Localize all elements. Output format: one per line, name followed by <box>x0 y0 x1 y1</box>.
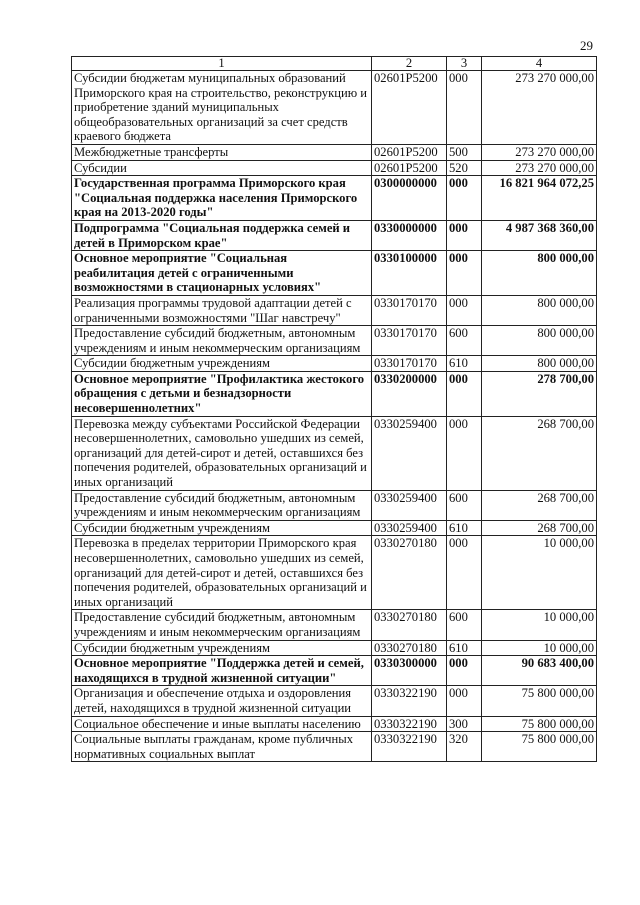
table-row <box>72 371 597 416</box>
row-code: 0300000000 <box>372 176 447 221</box>
table-body <box>72 71 597 762</box>
row-name: Предоставление субсидий бюджетным, автономным учреждениям и иным некоммерческим организациям <box>72 610 372 640</box>
table-row <box>72 71 597 145</box>
row-name: Субсидии <box>72 160 372 176</box>
row-amount: 10 000,00 <box>482 610 597 640</box>
row-amount: 273 270 000,00 <box>482 160 597 176</box>
row-name: Подпрограмма "Социальная поддержка семей и детей в Приморском крае" <box>72 220 372 250</box>
row-code: 02601P5200 <box>372 144 447 160</box>
row-amount: 268 700,00 <box>482 490 597 520</box>
table-row <box>72 356 597 372</box>
row-code: 0330270180 <box>372 610 447 640</box>
row-expense-type: 000 <box>447 176 482 221</box>
row-expense-type: 500 <box>447 144 482 160</box>
row-code: 0330259400 <box>372 520 447 536</box>
row-amount: 800 000,00 <box>482 251 597 296</box>
row-code: 0330000000 <box>372 220 447 250</box>
header-col-amount: 4 <box>482 57 597 71</box>
table-row <box>72 416 597 490</box>
row-expense-type: 610 <box>447 520 482 536</box>
row-name: Основное мероприятие "Поддержка детей и семей, находящихся в трудной жизненной ситуации" <box>72 656 372 686</box>
row-code: 0330322190 <box>372 716 447 732</box>
row-name: Субсидии бюджетным учреждениям <box>72 520 372 536</box>
row-expense-type: 000 <box>447 416 482 490</box>
row-code: 0330270180 <box>372 536 447 610</box>
row-code: 0330170170 <box>372 356 447 372</box>
row-name: Социальное обеспечение и иные выплаты населению <box>72 716 372 732</box>
row-name: Субсидии бюджетным учреждениям <box>72 356 372 372</box>
row-amount: 75 800 000,00 <box>482 716 597 732</box>
table-row <box>72 732 597 762</box>
row-name: Межбюджетные трансферты <box>72 144 372 160</box>
row-code: 02601P5200 <box>372 160 447 176</box>
header-col-type: 3 <box>447 57 482 71</box>
row-code: 0330170170 <box>372 295 447 325</box>
row-expense-type: 520 <box>447 160 482 176</box>
row-amount: 75 800 000,00 <box>482 686 597 716</box>
row-code: 0330322190 <box>372 732 447 762</box>
row-amount: 273 270 000,00 <box>482 144 597 160</box>
row-code: 02601P5200 <box>372 71 447 145</box>
page-number: 29 <box>580 38 593 53</box>
row-name: Субсидии бюджетным учреждениям <box>72 640 372 656</box>
row-amount: 268 700,00 <box>482 520 597 536</box>
table-row <box>72 160 597 176</box>
row-name: Реализация программы трудовой адаптации детей с ограниченными возможностями "Шаг навстречу" <box>72 295 372 325</box>
row-name: Государственная программа Приморского края "Социальная поддержка населения Приморского края на 2013-2020 годы" <box>72 176 372 221</box>
table-row <box>72 220 597 250</box>
row-amount: 16 821 964 072,25 <box>482 176 597 221</box>
table-row <box>72 640 597 656</box>
row-expense-type: 610 <box>447 356 482 372</box>
header-row <box>72 57 597 71</box>
table-row <box>72 490 597 520</box>
row-expense-type: 320 <box>447 732 482 762</box>
row-amount: 10 000,00 <box>482 536 597 610</box>
row-expense-type: 600 <box>447 610 482 640</box>
row-name: Основное мероприятие "Профилактика жестокого обращения с детьми и безнадзорности несовершеннолетних" <box>72 371 372 416</box>
row-expense-type: 000 <box>447 371 482 416</box>
row-amount: 273 270 000,00 <box>482 71 597 145</box>
row-amount: 90 683 400,00 <box>482 656 597 686</box>
row-name: Организация и обеспечение отдыха и оздоровления детей, находящихся в трудной жизненной ситуации <box>72 686 372 716</box>
row-code: 0330259400 <box>372 490 447 520</box>
table-row <box>72 536 597 610</box>
row-amount: 800 000,00 <box>482 356 597 372</box>
table-row <box>72 716 597 732</box>
table-row <box>72 520 597 536</box>
row-expense-type: 000 <box>447 251 482 296</box>
row-expense-type: 600 <box>447 490 482 520</box>
table-row <box>72 295 597 325</box>
table-row <box>72 326 597 356</box>
row-name: Перевозка в пределах территории Приморского края несовершеннолетних, самовольно ушедших из семей, организаций для детей-сирот и детей, оставшихся без попечения родителей, образовательных организаций и иных организаций <box>72 536 372 610</box>
row-amount: 4 987 368 360,00 <box>482 220 597 250</box>
table-row <box>72 144 597 160</box>
row-expense-type: 000 <box>447 536 482 610</box>
table-row <box>72 176 597 221</box>
row-code: 0330300000 <box>372 656 447 686</box>
budget-table <box>71 56 597 762</box>
row-code: 0330100000 <box>372 251 447 296</box>
table-row <box>72 656 597 686</box>
row-code: 0330170170 <box>372 326 447 356</box>
row-name: Предоставление субсидий бюджетным, автономным учреждениям и иным некоммерческим организациям <box>72 490 372 520</box>
row-name: Основное мероприятие "Социальная реабилитация детей с ограниченными возможностями в стационарных условиях" <box>72 251 372 296</box>
row-expense-type: 000 <box>447 686 482 716</box>
row-code: 0330322190 <box>372 686 447 716</box>
row-expense-type: 000 <box>447 656 482 686</box>
row-name: Предоставление субсидий бюджетным, автономным учреждениям и иным некоммерческим организациям <box>72 326 372 356</box>
row-amount: 278 700,00 <box>482 371 597 416</box>
table-row <box>72 686 597 716</box>
header-col-name: 1 <box>72 57 372 71</box>
table-row <box>72 610 597 640</box>
row-amount: 268 700,00 <box>482 416 597 490</box>
row-name: Перевозка между субъектами Российской Федерации несовершеннолетних, самовольно ушедших из семей, организаций для детей-сирот и детей, оставшихся без попечения родителей, образовательных организаций и иных организаций <box>72 416 372 490</box>
row-name: Социальные выплаты гражданам, кроме публичных нормативных социальных выплат <box>72 732 372 762</box>
row-expense-type: 300 <box>447 716 482 732</box>
row-name: Субсидии бюджетам муниципальных образований Приморского края на строительство, реконструкцию и приобретение зданий муниципальных общеобразовательных организаций за счет средств краевого бюджета <box>72 71 372 145</box>
row-code: 0330270180 <box>372 640 447 656</box>
row-expense-type: 000 <box>447 71 482 145</box>
row-code: 0330200000 <box>372 371 447 416</box>
row-amount: 10 000,00 <box>482 640 597 656</box>
table-row <box>72 251 597 296</box>
row-code: 0330259400 <box>372 416 447 490</box>
row-expense-type: 610 <box>447 640 482 656</box>
header-col-code: 2 <box>372 57 447 71</box>
row-amount: 800 000,00 <box>482 295 597 325</box>
row-expense-type: 000 <box>447 295 482 325</box>
row-amount: 75 800 000,00 <box>482 732 597 762</box>
row-amount: 800 000,00 <box>482 326 597 356</box>
row-expense-type: 000 <box>447 220 482 250</box>
row-expense-type: 600 <box>447 326 482 356</box>
